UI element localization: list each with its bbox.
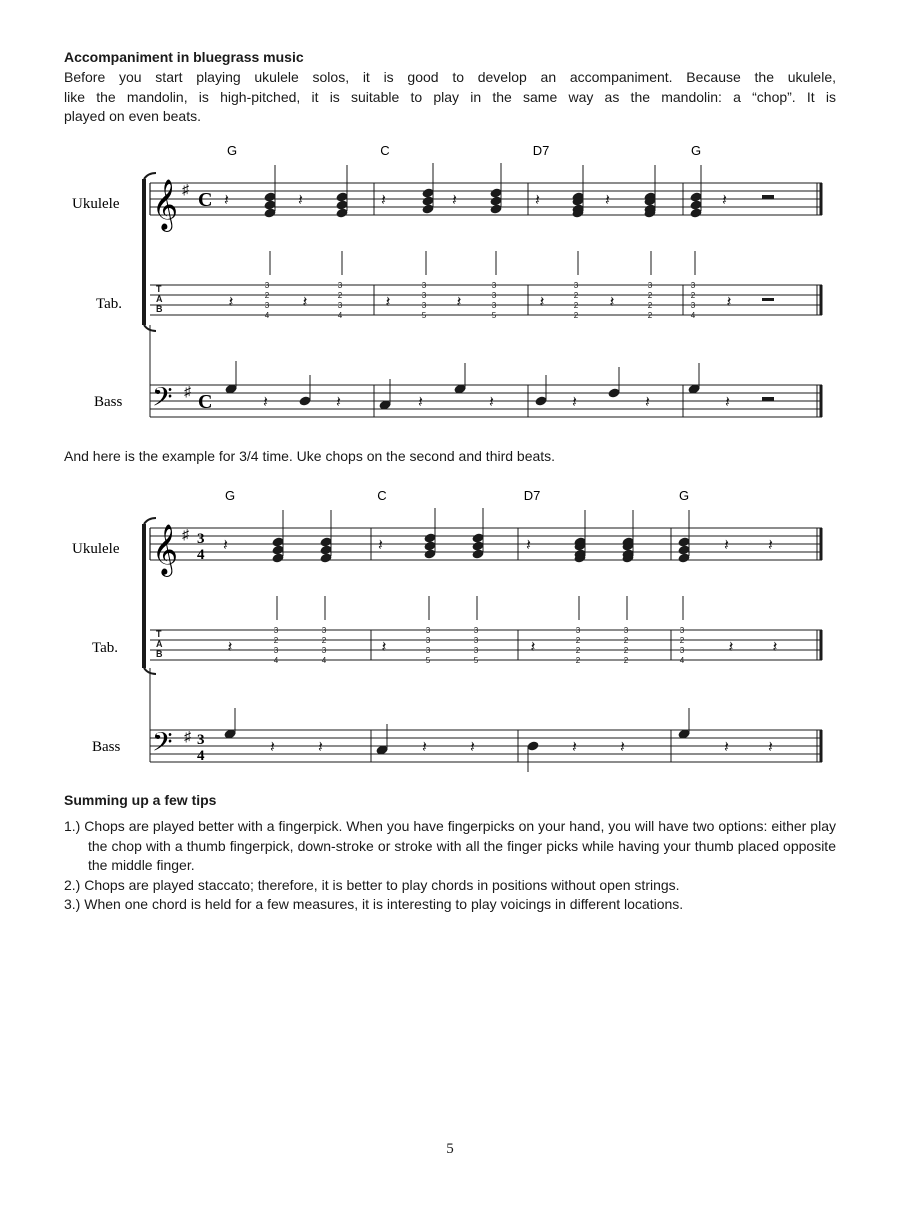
tips-list: [64, 817, 836, 915]
chord-name: C: [380, 143, 390, 158]
svg-text:𝄽: 𝄽: [722, 192, 727, 209]
svg-text:2: 2: [321, 636, 327, 645]
page-number: 5: [446, 1141, 454, 1157]
ukulele-notes: [223, 508, 773, 563]
svg-text:𝄽: 𝄽: [572, 739, 577, 756]
svg-text:𝄽: 𝄽: [418, 394, 423, 411]
svg-text:𝄽: 𝄽: [768, 739, 773, 756]
svg-text:𝄽: 𝄽: [385, 294, 391, 311]
svg-text:𝄽: 𝄽: [526, 537, 531, 554]
svg-text:B: B: [156, 649, 163, 659]
svg-text:3: 3: [473, 636, 479, 645]
treble-clef-icon: 𝄞: [152, 525, 179, 574]
svg-text:2: 2: [264, 291, 270, 300]
bass-staff: [150, 730, 822, 762]
svg-text:4: 4: [321, 656, 327, 665]
three-four-intro: And here is the example for 3/4 time. Uke chops on the second and third beats.: [64, 448, 556, 464]
time-signature-top: 3: [197, 732, 205, 748]
svg-text:5: 5: [473, 656, 479, 665]
staff-label-tab: Tab.: [92, 640, 119, 656]
svg-text:T: T: [156, 629, 162, 639]
chord-name: C: [377, 488, 387, 503]
sharp-icon: ♯: [184, 385, 191, 400]
svg-text:𝄽: 𝄽: [228, 294, 234, 311]
svg-text:3: 3: [690, 281, 696, 290]
svg-text:𝄽: 𝄽: [724, 739, 729, 756]
time-signature-common: C: [198, 189, 213, 211]
sharp-icon: ♯: [182, 528, 189, 543]
svg-text:𝄽: 𝄽: [768, 537, 773, 554]
svg-text:4: 4: [337, 311, 343, 320]
svg-text:𝄽: 𝄽: [728, 639, 734, 656]
svg-text:𝄽: 𝄽: [539, 294, 545, 311]
sharp-icon: ♯: [184, 730, 191, 745]
tab-numbers: [229, 281, 774, 320]
chop-stems: [277, 596, 683, 620]
bass-clef-icon: 𝄢: [152, 382, 173, 418]
svg-text:𝄽: 𝄽: [772, 639, 778, 656]
chord-name: G: [226, 143, 238, 158]
svg-text:𝄽: 𝄽: [605, 192, 610, 209]
svg-text:𝄽: 𝄽: [336, 394, 341, 411]
svg-text:3: 3: [421, 291, 427, 300]
chord-name: G: [224, 488, 236, 503]
tip-item-3: 3.) When one chord is held for a few measures, it is interesting to play voicings in different locations.: [64, 896, 684, 912]
svg-text:2: 2: [623, 636, 629, 645]
svg-text:3: 3: [425, 636, 431, 645]
svg-text:3: 3: [421, 301, 427, 310]
svg-text:𝄽: 𝄽: [298, 192, 303, 209]
svg-text:2: 2: [575, 646, 581, 655]
bass-staff: [150, 385, 822, 417]
svg-text:3: 3: [321, 626, 327, 635]
svg-text:𝄽: 𝄽: [422, 739, 427, 756]
svg-text:3: 3: [273, 646, 279, 655]
staff-label-tab: Tab.: [96, 296, 123, 312]
svg-text:𝄽: 𝄽: [318, 739, 323, 756]
svg-text:2: 2: [573, 291, 579, 300]
svg-text:𝄽: 𝄽: [724, 537, 729, 554]
svg-text:3: 3: [337, 301, 343, 310]
svg-text:2: 2: [575, 636, 581, 645]
svg-text:2: 2: [337, 291, 343, 300]
staff-label-ukulele: Ukulele: [72, 541, 120, 557]
score-common-time: [0, 135, 900, 435]
tip-item-2: 2.) Chops are played staccato; therefore, it is better to play chords in positions without open strings.: [64, 876, 680, 893]
svg-text:3: 3: [491, 291, 497, 300]
svg-text:2: 2: [647, 291, 653, 300]
svg-text:𝄽: 𝄽: [302, 294, 308, 311]
svg-text:3: 3: [690, 301, 696, 310]
svg-text:5: 5: [425, 656, 431, 665]
svg-text:𝄽: 𝄽: [535, 192, 540, 209]
svg-text:𝄽: 𝄽: [725, 394, 730, 411]
chord-name: D7: [523, 488, 541, 503]
svg-text:3: 3: [679, 646, 685, 655]
svg-text:3: 3: [491, 281, 497, 290]
svg-text:𝄽: 𝄽: [263, 394, 268, 411]
score-common-time-svg: [0, 135, 900, 435]
treble-clef-icon: 𝄞: [152, 180, 179, 229]
bass-clef-icon: 𝄢: [152, 727, 173, 763]
svg-text:2: 2: [573, 311, 579, 320]
tab-clef: [156, 284, 163, 314]
chord-name: G: [690, 143, 702, 158]
svg-text:3: 3: [425, 626, 431, 635]
svg-text:2: 2: [273, 636, 279, 645]
tab-staff: [150, 285, 822, 315]
intro-line-3: played on even beats.: [64, 108, 201, 124]
tab-numbers: [228, 626, 778, 665]
ukulele-notes: [224, 163, 774, 218]
intro-paragraph: [64, 68, 836, 127]
svg-text:3: 3: [421, 281, 427, 290]
svg-text:3: 3: [573, 281, 579, 290]
score-three-four: [0, 480, 900, 780]
intro-line-2: like the mandolin, is high-pitched, it is suitable to play in the same way as the mandolin: a “chop”. It is: [64, 88, 836, 105]
svg-text:2: 2: [623, 646, 629, 655]
score-three-four-svg: [0, 480, 900, 780]
svg-text:4: 4: [690, 311, 696, 320]
svg-text:2: 2: [690, 291, 696, 300]
svg-text:𝄽: 𝄽: [726, 294, 732, 311]
svg-text:3: 3: [425, 646, 431, 655]
svg-text:3: 3: [491, 301, 497, 310]
time-signature-bottom: 4: [197, 547, 205, 563]
staff-label-bass: Bass: [92, 739, 121, 755]
svg-text:3: 3: [273, 626, 279, 635]
svg-text:2: 2: [647, 311, 653, 320]
tab-clef: [156, 629, 163, 659]
svg-text:𝄽: 𝄽: [620, 739, 625, 756]
svg-text:4: 4: [264, 311, 270, 320]
svg-text:A: A: [156, 639, 163, 649]
staff-label-bass: Bass: [94, 394, 123, 410]
svg-text:𝄽: 𝄽: [270, 739, 275, 756]
time-signature-bottom: 4: [197, 748, 205, 764]
svg-text:2: 2: [623, 656, 629, 665]
svg-text:𝄽: 𝄽: [381, 192, 386, 209]
svg-text:3: 3: [264, 301, 270, 310]
svg-text:𝄽: 𝄽: [470, 739, 475, 756]
tab-staff: [150, 630, 822, 660]
svg-text:𝄽: 𝄽: [456, 294, 462, 311]
svg-text:𝄽: 𝄽: [530, 639, 536, 656]
svg-text:4: 4: [273, 656, 279, 665]
time-signature-common: C: [198, 391, 213, 413]
svg-text:3: 3: [337, 281, 343, 290]
svg-text:𝄽: 𝄽: [227, 639, 233, 656]
svg-text:𝄽: 𝄽: [609, 294, 615, 311]
svg-text:5: 5: [421, 311, 427, 320]
chop-stems: [270, 251, 695, 275]
svg-text:𝄽: 𝄽: [224, 192, 229, 209]
svg-text:3: 3: [321, 646, 327, 655]
svg-text:𝄽: 𝄽: [572, 394, 577, 411]
chord-name: D7: [532, 143, 550, 158]
svg-text:2: 2: [573, 301, 579, 310]
svg-text:𝄽: 𝄽: [489, 394, 494, 411]
staff-label-ukulele: Ukulele: [72, 196, 120, 212]
intro-line-1: Before you start playing ukulele solos, it is good to develop an accompaniment. Because the ukulele,: [64, 69, 836, 85]
svg-text:𝄽: 𝄽: [378, 537, 383, 554]
svg-text:𝄽: 𝄽: [452, 192, 457, 209]
svg-text:A: A: [156, 294, 163, 304]
svg-text:2: 2: [575, 656, 581, 665]
svg-text:2: 2: [647, 301, 653, 310]
svg-text:3: 3: [575, 626, 581, 635]
svg-text:4: 4: [679, 656, 685, 665]
chord-name: G: [678, 488, 690, 503]
sharp-icon: ♯: [182, 183, 189, 198]
svg-text:5: 5: [491, 311, 497, 320]
svg-text:𝄽: 𝄽: [381, 639, 387, 656]
svg-text:3: 3: [647, 281, 653, 290]
svg-text:3: 3: [473, 646, 479, 655]
svg-text:3: 3: [679, 626, 685, 635]
svg-text:𝄽: 𝄽: [223, 537, 228, 554]
svg-text:3: 3: [264, 281, 270, 290]
svg-text:3: 3: [623, 626, 629, 635]
section-heading-tips: Summing up a few tips: [64, 792, 217, 808]
ukulele-staff: [150, 528, 822, 560]
tip-item-1: 1.) Chops are played better with a fingerpick. When you have fingerpicks on your hand, you will have two options: either play the chop with a thumb fingerpick, down-stroke or stroke with all the finger picks while having your thumb placed opposite the middle finger.: [64, 818, 836, 873]
section-heading-accompaniment: Accompaniment in bluegrass music: [64, 49, 304, 65]
svg-text:3: 3: [473, 626, 479, 635]
bass-notes: [225, 361, 774, 411]
svg-text:2: 2: [679, 636, 685, 645]
svg-text:B: B: [156, 304, 163, 314]
svg-text:T: T: [156, 284, 162, 294]
time-signature-top: 3: [197, 531, 205, 547]
svg-text:𝄽: 𝄽: [645, 394, 650, 411]
